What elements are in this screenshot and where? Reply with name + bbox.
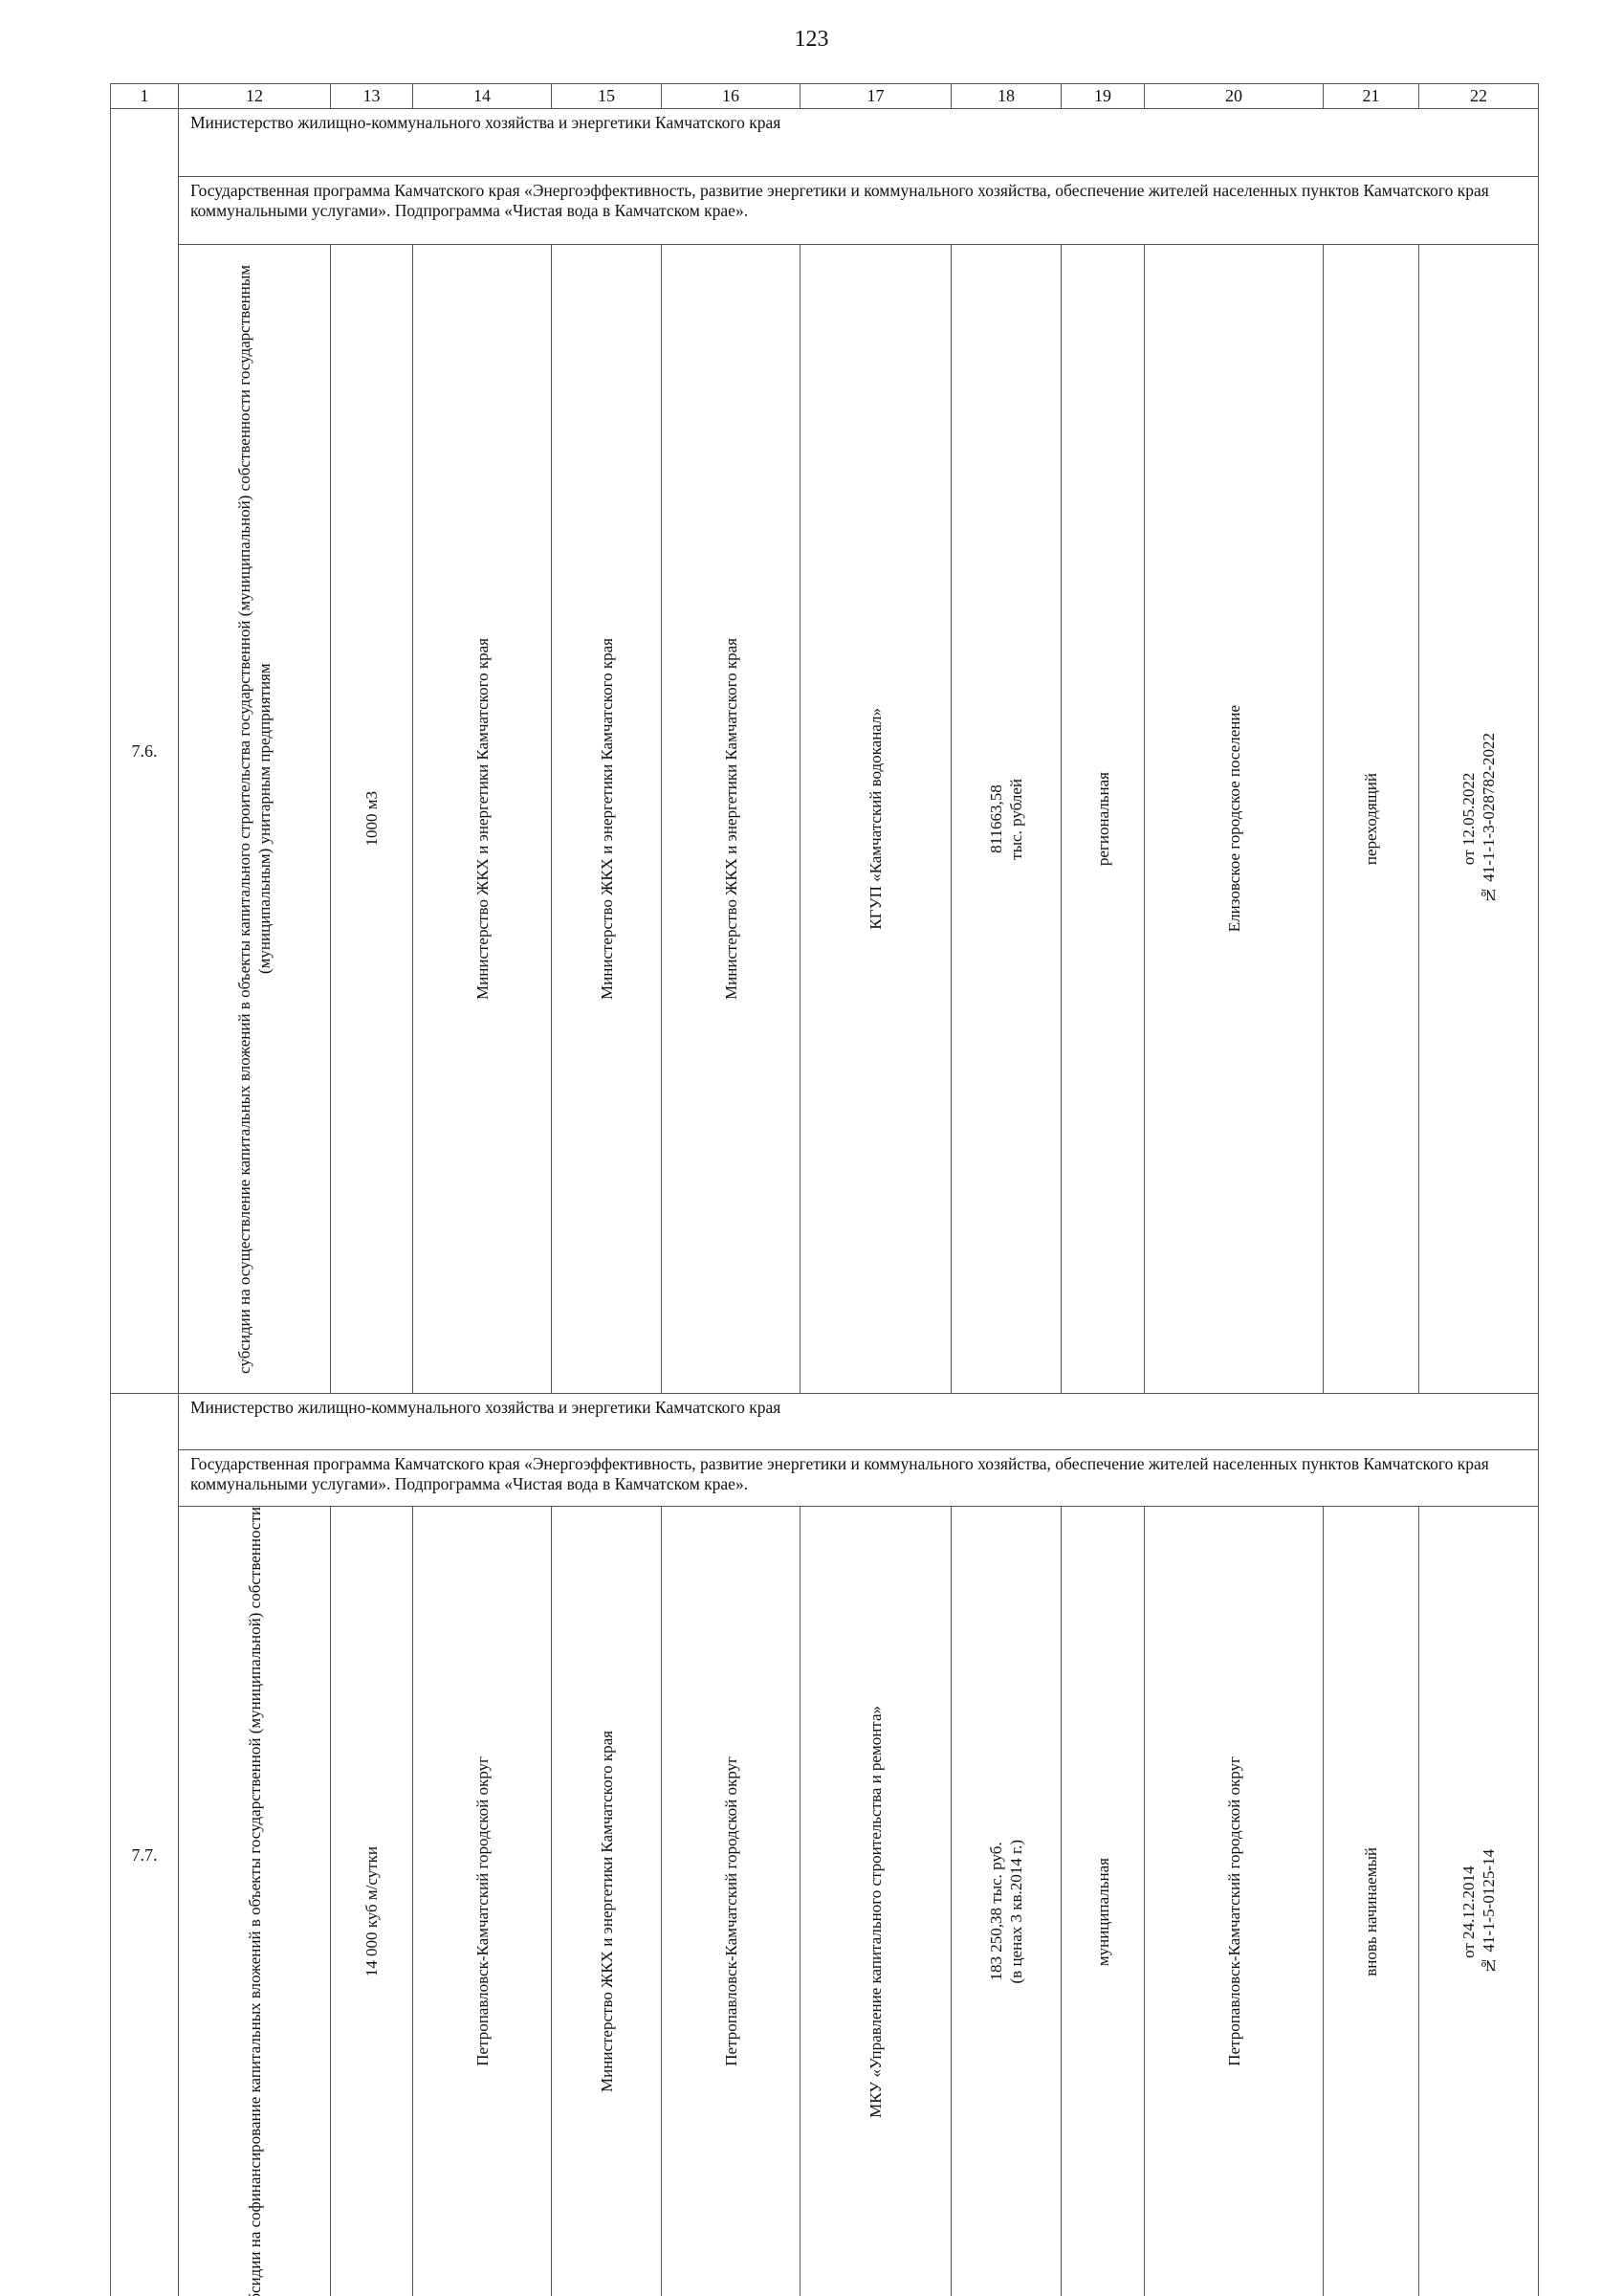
header-cell: 14 bbox=[413, 84, 552, 109]
object-status: переходящий bbox=[1361, 773, 1381, 865]
object-status: вновь начинаемый bbox=[1361, 1847, 1381, 1976]
detail-cell bbox=[552, 1507, 662, 2296]
header-cell: 17 bbox=[801, 84, 952, 109]
ownership: региональная bbox=[1093, 772, 1113, 866]
detail-cell bbox=[1062, 1507, 1145, 2296]
customer: Петропавловск-Камчатский городской округ bbox=[472, 1756, 493, 2066]
details-row bbox=[111, 245, 1539, 1394]
page-number: 123 bbox=[0, 27, 1623, 53]
ministry-name: Министерство жилищно-коммунального хозяйства и энергетики Камчатского края bbox=[179, 109, 1539, 177]
ministry-row bbox=[111, 1394, 1539, 1450]
detail-cell bbox=[552, 245, 662, 1394]
expertise-conclusion: от 12.05.2022 № 41-1-1-3-028782-2022 bbox=[1459, 733, 1499, 904]
detail-cell bbox=[331, 245, 413, 1394]
capacity: 14 000 куб м/сутки bbox=[362, 1846, 382, 1976]
header-cell: 19 bbox=[1062, 84, 1145, 109]
estimated-cost: 811663,58 тыс. рублей bbox=[986, 779, 1026, 860]
detail-cell bbox=[179, 1507, 331, 2296]
detail-cell bbox=[801, 1507, 952, 2296]
header-cell: 22 bbox=[1419, 84, 1539, 109]
recipient: Министерство ЖКХ и энергетики Камчатского края bbox=[721, 638, 741, 1000]
header-cell: 18 bbox=[952, 84, 1062, 109]
detail-cell bbox=[1324, 245, 1419, 1394]
customer: Министерство ЖКХ и энергетики Камчатского края bbox=[472, 638, 493, 1000]
detail-cell bbox=[1419, 245, 1539, 1394]
object-purpose: субсидии на софинансирование капитальных вложений в объекты государственной (муниципальной) собственности bbox=[245, 1507, 265, 2296]
header-cell: 15 bbox=[552, 84, 662, 109]
ministry-name: Министерство жилищно-коммунального хозяйства и энергетики Камчатского края bbox=[179, 1394, 1539, 1450]
developer: КГУП «Камчатский водоканал» bbox=[866, 708, 886, 930]
header-cell: 16 bbox=[662, 84, 801, 109]
administrator: Министерство ЖКХ и энергетики Камчатского края bbox=[597, 638, 617, 1000]
ministry-row bbox=[111, 109, 1539, 177]
projects-table bbox=[110, 83, 1539, 2296]
object-purpose: субсидии на осуществление капитальных вложений в объекты капитального строительства государственной (муниципальной) собственности государственным (муниципальным) унитарным предприятиям bbox=[234, 245, 274, 1393]
ownership: муниципальная bbox=[1093, 1858, 1113, 1966]
administrator: Министерство ЖКХ и энергетики Камчатского края bbox=[597, 1731, 617, 2092]
location: Петропавловск-Камчатский городской округ bbox=[1224, 1756, 1244, 2066]
program-name: Государственная программа Камчатского края «Энергоэффективность, развитие энергетики и коммунального хозяйства, обеспечение жителей населенных пунктов Камчатского края коммунальными услугами». Подпрограмма «Чистая вода в Камчатском крае». bbox=[179, 1450, 1539, 1507]
detail-cell bbox=[1145, 245, 1324, 1394]
detail-cell bbox=[1419, 1507, 1539, 2296]
detail-cell bbox=[179, 245, 331, 1394]
header-cell: 12 bbox=[179, 84, 331, 109]
detail-cell bbox=[331, 1507, 413, 2296]
program-name: Государственная программа Камчатского края «Энергоэффективность, развитие энергетики и коммунального хозяйства, обеспечение жителей населенных пунктов Камчатского края коммунальными услугами». Подпрограмма «Чистая вода в Камчатском крае». bbox=[179, 177, 1539, 245]
row-number: 7.7. bbox=[111, 1394, 179, 2296]
detail-cell bbox=[952, 1507, 1062, 2296]
program-row bbox=[111, 177, 1539, 245]
header-cell: 21 bbox=[1324, 84, 1419, 109]
row-number: 7.6. bbox=[111, 109, 179, 1394]
detail-cell bbox=[1324, 1507, 1419, 2296]
detail-cell bbox=[952, 245, 1062, 1394]
header-row bbox=[111, 84, 1539, 109]
detail-cell bbox=[413, 1507, 552, 2296]
detail-cell bbox=[662, 1507, 801, 2296]
detail-cell bbox=[801, 245, 952, 1394]
header-cell: 13 bbox=[331, 84, 413, 109]
estimated-cost: 183 250,38 тыс. руб. (в ценах 3 кв.2014 г.) bbox=[986, 1840, 1026, 1983]
detail-cell bbox=[1145, 1507, 1324, 2296]
location: Елизовское городское поселение bbox=[1224, 705, 1244, 932]
detail-cell bbox=[1062, 245, 1145, 1394]
recipient: Петропавловск-Камчатский городской округ bbox=[721, 1756, 741, 2066]
developer: МКУ «Управление капитального строительства и ремонта» bbox=[866, 1706, 886, 2118]
capacity: 1000 м3 bbox=[362, 791, 382, 847]
header-cell: 1 bbox=[111, 84, 179, 109]
detail-cell bbox=[413, 245, 552, 1394]
program-row bbox=[111, 1450, 1539, 1507]
expertise-conclusion: от 24.12.2014 № 41-1-5-0125-14 bbox=[1459, 1849, 1499, 1975]
header-cell: 20 bbox=[1145, 84, 1324, 109]
detail-cell bbox=[662, 245, 801, 1394]
details-row bbox=[111, 1507, 1539, 2296]
